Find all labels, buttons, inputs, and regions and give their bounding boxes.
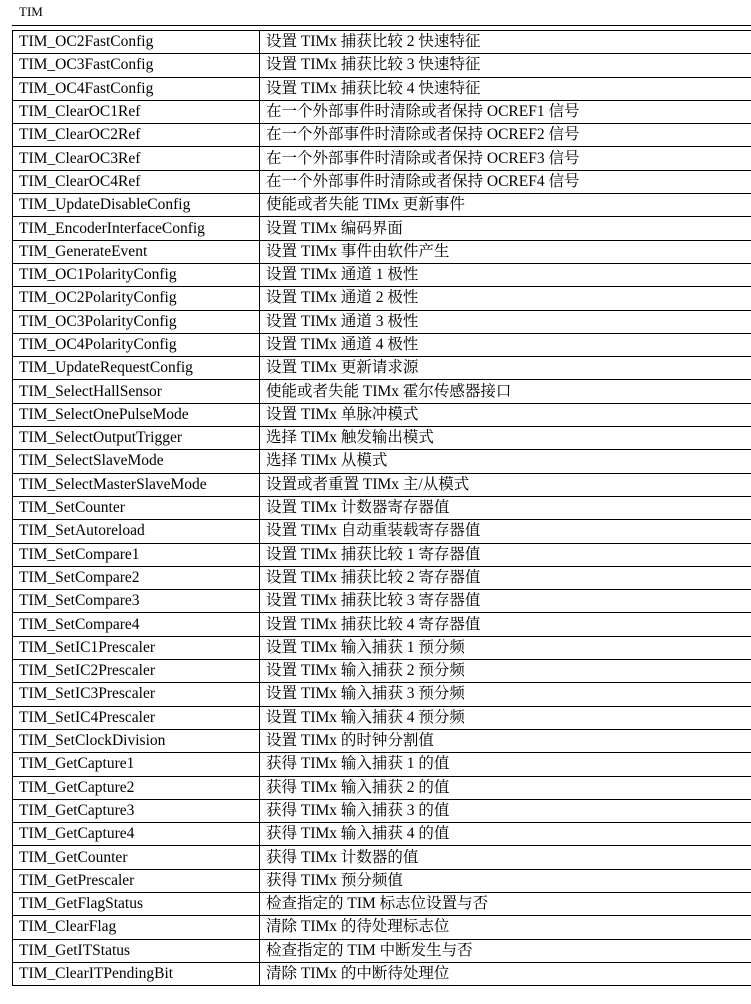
function-description-cell: 获得 TIMx 输入捕获 3 的值 [260, 799, 751, 822]
function-name-cell: TIM_SelectSlaveMode [13, 450, 260, 473]
function-description-cell: 设置 TIMx 的时钟分割值 [260, 729, 751, 752]
function-name-cell: TIM_OC2FastConfig [13, 31, 260, 54]
table-row [13, 496, 751, 519]
table-row [13, 706, 751, 729]
function-name-cell: TIM_OC1PolarityConfig [13, 263, 260, 286]
function-name-cell: TIM_SelectOutputTrigger [13, 427, 260, 450]
table-row [13, 916, 751, 939]
function-description-cell: 设置 TIMx 通道 3 极性 [260, 310, 751, 333]
table-row [13, 240, 751, 263]
table-row [13, 939, 751, 962]
function-name-cell: TIM_GetCapture1 [13, 753, 260, 776]
header-divider [12, 25, 751, 26]
function-description-cell: 设置 TIMx 捕获比较 4 快速特征 [260, 77, 751, 100]
table-row [13, 31, 751, 54]
function-name-cell: TIM_SetAutoreload [13, 520, 260, 543]
function-name-cell: TIM_SetIC1Prescaler [13, 636, 260, 659]
table-row [13, 520, 751, 543]
function-name-cell: TIM_SetIC3Prescaler [13, 683, 260, 706]
table-row [13, 310, 751, 333]
function-description-cell: 检查指定的 TIM 标志位设置与否 [260, 892, 751, 915]
function-description-cell: 设置 TIMx 自动重装载寄存器值 [260, 520, 751, 543]
function-description-cell: 获得 TIMx 输入捕获 2 的值 [260, 776, 751, 799]
table-row [13, 194, 751, 217]
function-description-cell: 设置 TIMx 捕获比较 3 寄存器值 [260, 590, 751, 613]
function-description-cell: 检查指定的 TIM 中断发生与否 [260, 939, 751, 962]
table-row [13, 170, 751, 193]
table-row [13, 729, 751, 752]
function-description-cell: 清除 TIMx 的中断待处理位 [260, 962, 751, 985]
table-row [13, 962, 751, 985]
function-description-cell: 设置 TIMx 输入捕获 1 预分频 [260, 636, 751, 659]
function-name-cell: TIM_UpdateDisableConfig [13, 194, 260, 217]
function-description-cell: 设置 TIMx 捕获比较 2 寄存器值 [260, 566, 751, 589]
table-row [13, 753, 751, 776]
function-name-cell: TIM_SelectHallSensor [13, 380, 260, 403]
function-description-cell: 设置 TIMx 通道 4 极性 [260, 333, 751, 356]
table-row [13, 776, 751, 799]
function-description-cell: 设置 TIMx 输入捕获 4 预分频 [260, 706, 751, 729]
table-row [13, 473, 751, 496]
function-description-cell: 获得 TIMx 输入捕获 1 的值 [260, 753, 751, 776]
function-description-cell: 设置 TIMx 输入捕获 3 预分频 [260, 683, 751, 706]
function-name-cell: TIM_SelectMasterSlaveMode [13, 473, 260, 496]
table-row [13, 846, 751, 869]
function-description-cell: 设置 TIMx 编码界面 [260, 217, 751, 240]
function-table [12, 30, 751, 986]
function-name-cell: TIM_ClearOC3Ref [13, 147, 260, 170]
table-row [13, 217, 751, 240]
function-name-cell: TIM_SetCompare3 [13, 590, 260, 613]
function-name-cell: TIM_GetCounter [13, 846, 260, 869]
function-name-cell: TIM_ClearITPendingBit [13, 962, 260, 985]
function-name-cell: TIM_ClearOC4Ref [13, 170, 260, 193]
table-row [13, 403, 751, 426]
table-row [13, 566, 751, 589]
function-description-cell: 设置 TIMx 捕获比较 3 快速特征 [260, 54, 751, 77]
function-description-cell: 获得 TIMx 预分频值 [260, 869, 751, 892]
function-name-cell: TIM_GetCapture3 [13, 799, 260, 822]
function-table-body [13, 31, 751, 986]
function-name-cell: TIM_OC3PolarityConfig [13, 310, 260, 333]
function-name-cell: TIM_SetCompare1 [13, 543, 260, 566]
function-description-cell: 设置 TIMx 计数器寄存器值 [260, 496, 751, 519]
table-row [13, 100, 751, 123]
function-description-cell: 获得 TIMx 输入捕获 4 的值 [260, 823, 751, 846]
function-description-cell: 选择 TIMx 从模式 [260, 450, 751, 473]
table-row [13, 333, 751, 356]
function-name-cell: TIM_SetClockDivision [13, 729, 260, 752]
table-row [13, 590, 751, 613]
function-description-cell: 使能或者失能 TIMx 更新事件 [260, 194, 751, 217]
table-row [13, 77, 751, 100]
function-name-cell: TIM_SetCounter [13, 496, 260, 519]
function-description-cell: 设置 TIMx 通道 1 极性 [260, 263, 751, 286]
table-row [13, 427, 751, 450]
function-name-cell: TIM_OC2PolarityConfig [13, 287, 260, 310]
function-description-cell: 设置或者重置 TIMx 主/从模式 [260, 473, 751, 496]
function-name-cell: TIM_ClearOC2Ref [13, 124, 260, 147]
table-row [13, 613, 751, 636]
function-name-cell: TIM_OC4FastConfig [13, 77, 260, 100]
function-name-cell: TIM_SetCompare4 [13, 613, 260, 636]
table-row [13, 683, 751, 706]
table-row [13, 124, 751, 147]
function-name-cell: TIM_EncoderInterfaceConfig [13, 217, 260, 240]
table-row [13, 450, 751, 473]
page-header-title: TIM [19, 4, 43, 19]
function-name-cell: TIM_GetFlagStatus [13, 892, 260, 915]
function-name-cell: TIM_GetPrescaler [13, 869, 260, 892]
function-name-cell: TIM_ClearFlag [13, 916, 260, 939]
table-row [13, 799, 751, 822]
table-row [13, 287, 751, 310]
function-description-cell: 选择 TIMx 触发输出模式 [260, 427, 751, 450]
function-name-cell: TIM_ClearOC1Ref [13, 100, 260, 123]
function-name-cell: TIM_SetCompare2 [13, 566, 260, 589]
function-name-cell: TIM_UpdateRequestConfig [13, 357, 260, 380]
function-name-cell: TIM_OC3FastConfig [13, 54, 260, 77]
table-row [13, 543, 751, 566]
table-row [13, 636, 751, 659]
table-row [13, 823, 751, 846]
function-description-cell: 在一个外部事件时清除或者保持 OCREF2 信号 [260, 124, 751, 147]
function-description-cell: 设置 TIMx 捕获比较 2 快速特征 [260, 31, 751, 54]
function-description-cell: 设置 TIMx 捕获比较 1 寄存器值 [260, 543, 751, 566]
function-name-cell: TIM_GetCapture4 [13, 823, 260, 846]
function-description-cell: 设置 TIMx 通道 2 极性 [260, 287, 751, 310]
table-row [13, 147, 751, 170]
function-name-cell: TIM_GetITStatus [13, 939, 260, 962]
table-row [13, 380, 751, 403]
function-description-cell: 在一个外部事件时清除或者保持 OCREF3 信号 [260, 147, 751, 170]
function-name-cell: TIM_OC4PolarityConfig [13, 333, 260, 356]
function-description-cell: 在一个外部事件时清除或者保持 OCREF1 信号 [260, 100, 751, 123]
function-description-cell: 使能或者失能 TIMx 霍尔传感器接口 [260, 380, 751, 403]
function-description-cell: 设置 TIMx 更新请求源 [260, 357, 751, 380]
function-description-cell: 设置 TIMx 事件由软件产生 [260, 240, 751, 263]
table-row [13, 892, 751, 915]
function-name-cell: TIM_SelectOnePulseMode [13, 403, 260, 426]
table-row [13, 357, 751, 380]
function-description-cell: 设置 TIMx 单脉冲模式 [260, 403, 751, 426]
function-name-cell: TIM_SetIC4Prescaler [13, 706, 260, 729]
table-row [13, 263, 751, 286]
table-row [13, 660, 751, 683]
function-description-cell: 在一个外部事件时清除或者保持 OCREF4 信号 [260, 170, 751, 193]
table-row [13, 54, 751, 77]
function-description-cell: 清除 TIMx 的待处理标志位 [260, 916, 751, 939]
function-description-cell: 获得 TIMx 计数器的值 [260, 846, 751, 869]
function-name-cell: TIM_GenerateEvent [13, 240, 260, 263]
function-description-cell: 设置 TIMx 输入捕获 2 预分频 [260, 660, 751, 683]
function-name-cell: TIM_GetCapture2 [13, 776, 260, 799]
function-description-cell: 设置 TIMx 捕获比较 4 寄存器值 [260, 613, 751, 636]
table-row [13, 869, 751, 892]
function-name-cell: TIM_SetIC2Prescaler [13, 660, 260, 683]
